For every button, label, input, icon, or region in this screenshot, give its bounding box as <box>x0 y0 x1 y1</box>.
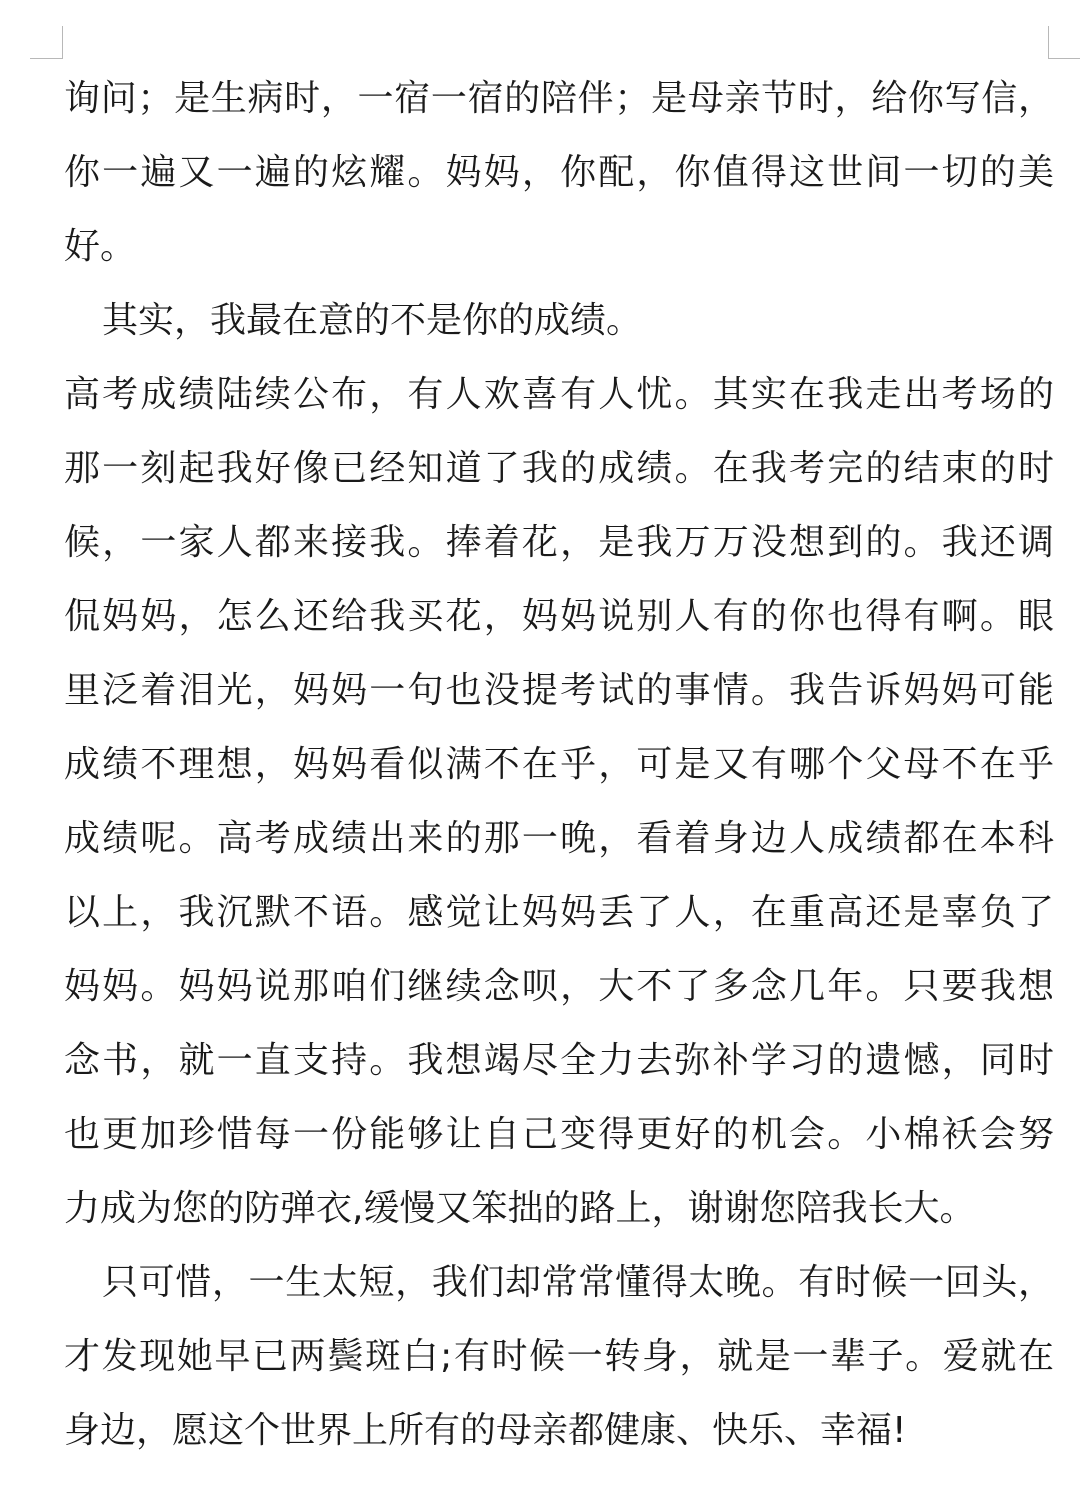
text-line: 力成为您的防弹衣,缓慢又笨拙的路上，谢谢您陪我长大。 <box>64 1188 976 1229</box>
text-line: 念书，就一直支持。我想竭尽全力去弥补学习的遗憾，同时 <box>64 1040 1054 1081</box>
text-line: 好。 <box>64 226 137 267</box>
text-line: 其实，我最在意的不是你的成绩。 <box>102 300 643 341</box>
text-line: 你一遍又一遍的炫耀。妈妈，你配，你值得这世间一切的美 <box>64 152 1054 193</box>
top-right-crop-mark <box>1048 26 1080 59</box>
top-left-crop-mark <box>30 26 63 59</box>
text-line: 询问；是生病时，一宿一宿的陪伴；是母亲节时，给你写信， <box>64 78 1054 119</box>
text-line: 身边，愿这个世界上所有的母亲都健康、快乐、幸福! <box>64 1410 907 1451</box>
text-line: 高考成绩陆续公布，有人欢喜有人忧。其实在我走出考场的 <box>64 374 1054 415</box>
text-line: 那一刻起我好像已经知道了我的成绩。在我考完的结束的时 <box>64 448 1054 489</box>
text-line: 侃妈妈，怎么还给我买花，妈妈说别人有的你也得有啊。眼 <box>64 596 1054 637</box>
text-line: 以上，我沉默不语。感觉让妈妈丢了人，在重高还是辜负了 <box>64 892 1054 933</box>
text-line: 才发现她早已两鬓斑白;有时候一转身，就是一辈子。爱就在 <box>64 1336 1054 1377</box>
text-line: 成绩不理想，妈妈看似满不在乎，可是又有哪个父母不在乎 <box>64 744 1054 785</box>
text-line: 候，一家人都来接我。捧着花，是我万万没想到的。我还调 <box>64 522 1054 563</box>
document-body <box>64 62 1054 1468</box>
text-line: 也更加珍惜每一份能够让自己变得更好的机会。小棉袄会努 <box>64 1114 1054 1155</box>
text-line: 里泛着泪光，妈妈一句也没提考试的事情。我告诉妈妈可能 <box>64 670 1054 711</box>
text-line: 成绩呢。高考成绩出来的那一晚，看着身边人成绩都在本科 <box>64 818 1054 859</box>
text-line: 只可惜，一生太短，我们却常常懂得太晚。有时候一回头， <box>102 1262 1054 1303</box>
text-line: 妈妈。妈妈说那咱们继续念呗，大不了多念几年。只要我想 <box>64 966 1054 1007</box>
